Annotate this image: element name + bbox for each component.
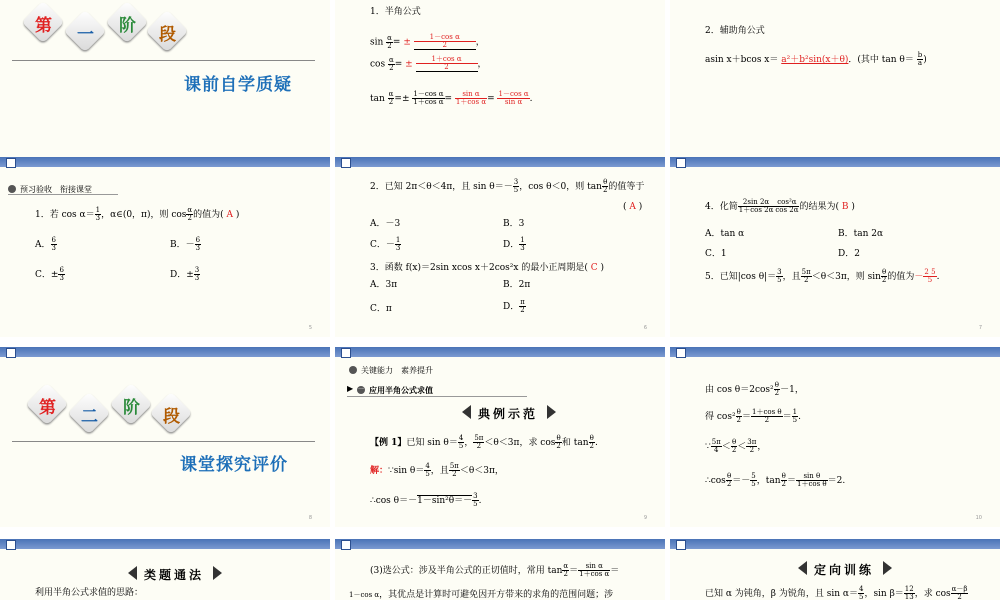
page-number: 10 bbox=[975, 515, 982, 521]
page-number: 8 bbox=[308, 515, 312, 521]
option-b: B．2π bbox=[503, 280, 531, 290]
page-number: 5 bbox=[308, 325, 312, 331]
banner-title: 典例示范 bbox=[478, 407, 539, 421]
question-1: 1．若 cos α＝ $\frac{1}{3}$ ，α∈(0，π)，则 cos $\frac{\alpha}{2}$ 的值为( A ) bbox=[35, 206, 240, 222]
banner-title: 类题通法 bbox=[144, 568, 205, 582]
banner-right-arrow-icon bbox=[213, 566, 222, 580]
cos-half-formula: cos $\frac{\alpha}{2}$ = ± $\frac{\text{1＋cos α}}{2}$ ， bbox=[370, 55, 487, 72]
option-b: B．－ $\frac{6}{3}$ bbox=[170, 236, 201, 252]
question-3: 3．函数 f(x)＝2sin xcos x＋2cos²x 的最小正周期是( C ) bbox=[370, 263, 605, 273]
divider bbox=[12, 441, 315, 442]
slide-9[interactable] bbox=[670, 347, 1000, 527]
stage-char: 段 bbox=[159, 25, 176, 45]
option-a: A．3π bbox=[370, 280, 398, 290]
section-underline bbox=[8, 194, 118, 195]
question-4: 4．化简 $\frac{2\sin 2\alpha}{1+\cos 2\alpha}$ $\frac{\text{cos²α}}{\cos 2\alpha}$ 的结果为( B ) bbox=[705, 198, 855, 214]
tan-half-formula: tan $\frac{\alpha}{2}$ =± $\frac{\text{1－cos α}}{\text{1＋cos α}}$ = $\frac{\text{sin α}}{\text{1＋cos α}}$ = $\frac{\text{1－cos α}}{\text{sin α}}$ . bbox=[370, 90, 533, 106]
stage-subtitle: 课前自学质疑 bbox=[184, 75, 292, 95]
step-2: 得 cos² $\frac{\theta}{2}$ ＝ $\frac{\text{1＋cos θ}}{2}$ ＝ $\frac{1}{5}$ . bbox=[705, 408, 802, 424]
section-title: 预习验收 衔接课堂 bbox=[20, 185, 92, 194]
section-title: 关键能力 素养提升 bbox=[361, 366, 433, 375]
slide-8[interactable] bbox=[335, 347, 665, 527]
slide-top-bar bbox=[335, 539, 665, 549]
sin-half-formula: sin $\frac{\alpha}{2}$ = ± $\frac{\text{1－cos α}}{2}$ ， bbox=[370, 33, 485, 50]
slide-12[interactable] bbox=[670, 539, 1000, 600]
slide-2[interactable] bbox=[335, 0, 665, 180]
slide-top-bar bbox=[0, 539, 330, 549]
slide-top-bar bbox=[0, 157, 330, 167]
stage-char: 二 bbox=[81, 407, 98, 427]
heading: 1．半角公式 bbox=[370, 7, 421, 17]
stage-char: 第 bbox=[35, 16, 52, 36]
topic-title: 应用半角公式求值 bbox=[369, 386, 433, 395]
slide-6[interactable] bbox=[670, 157, 1000, 337]
option-d: D．± $\frac{3}{3}$ bbox=[170, 266, 200, 282]
solution-line-2: ∴cos θ＝－1－sin²θ＝－ $\frac{3}{5}$ . bbox=[370, 492, 482, 508]
method-step-3: (3)选公式：涉及半角公式的正切值时，常用 tan $\frac{\alpha}{2}$ ＝ $\frac{\text{sin α}}{\text{1＋cos α}}$ ＝ bbox=[370, 562, 620, 578]
stage-char: 第 bbox=[39, 398, 56, 418]
option-d: D． $\frac{1}{3}$ bbox=[503, 236, 525, 252]
arrow-icon: ▶ bbox=[347, 384, 354, 393]
example-1: 【例 1】已知 sin θ＝ $\frac{4}{5}$ ， $\frac{5\pi}{2}$ ＜θ＜3π，求 cos $\frac{\theta}{2}$ 和 tan $\frac{\theta}{2}$ . bbox=[370, 434, 598, 450]
option-a: A． $\frac{6}{3}$ bbox=[35, 236, 56, 252]
stage-char: 阶 bbox=[123, 398, 140, 418]
banner-right-arrow-icon bbox=[547, 405, 556, 419]
slide-top-bar bbox=[670, 539, 1000, 549]
topic-number: 一 bbox=[357, 386, 364, 393]
slide-11[interactable] bbox=[335, 539, 665, 600]
option-c: C．1 bbox=[705, 249, 727, 259]
option-b: B．3 bbox=[503, 219, 525, 229]
method-intro: 利用半角公式求值的思路： bbox=[35, 588, 144, 598]
stage-char: 阶 bbox=[119, 16, 136, 36]
slide-top-bar bbox=[0, 347, 330, 357]
stage-char: 段 bbox=[163, 407, 180, 427]
page-number: 7 bbox=[978, 325, 982, 331]
section-bullet-icon bbox=[8, 185, 16, 193]
slide-7[interactable] bbox=[0, 347, 330, 527]
page-number: 6 bbox=[643, 325, 647, 331]
option-c: C．± $\frac{6}{3}$ bbox=[35, 266, 64, 282]
banner-left-arrow-icon bbox=[798, 561, 807, 575]
slide-top-bar bbox=[670, 157, 1000, 167]
banner-title: 定向训练 bbox=[814, 563, 875, 577]
option-c: C．－ $\frac{1}{3}$ bbox=[370, 236, 401, 252]
option-a: A．－3 bbox=[370, 219, 401, 229]
section-bullet-icon bbox=[349, 366, 357, 374]
slide-10[interactable] bbox=[0, 539, 330, 600]
slide-1[interactable] bbox=[0, 0, 330, 180]
slide-top-bar bbox=[670, 347, 1000, 357]
question-5: 5．已知|cos θ|＝ $\frac{3}{5}$ ，且 $\frac{5\pi}{2}$ ＜θ＜3π，则 sin $\frac{\theta}{2}$ 的值为－ $\frac{2 5}{5}$ . bbox=[705, 268, 940, 284]
option-c: C．π bbox=[370, 304, 392, 314]
slide-top-bar bbox=[335, 347, 665, 357]
auxiliary-angle-formula: asin x＋bcos x＝ a²＋b²sin(x＋θ)．(其中 tan θ＝ $\frac{b}{a}$ ) bbox=[705, 51, 927, 67]
step-1: 由 cos θ＝2cos² $\frac{\theta}{2}$ －1， bbox=[705, 381, 804, 397]
topic-underline bbox=[347, 396, 527, 397]
option-d: D． $\frac{\pi}{2}$ bbox=[503, 298, 525, 314]
banner-right-arrow-icon bbox=[883, 561, 892, 575]
option-a: A．tan α bbox=[705, 229, 745, 239]
question-2: 2．已知 2π＜θ＜4π，且 sin θ＝－ $\frac{3}{5}$ ，cos θ＜0，则 tan $\frac{\theta}{2}$ 的值等于 bbox=[370, 178, 645, 194]
divider bbox=[12, 60, 315, 61]
option-d: D．2 bbox=[838, 249, 860, 259]
slide-5[interactable] bbox=[335, 157, 665, 337]
option-b: B．tan 2α bbox=[838, 229, 884, 239]
slide-4[interactable] bbox=[0, 157, 330, 337]
practice-question: 已知 α 为钝角，β 为锐角，且 sin α＝ $\frac{4}{5}$ ，sin β＝ $\frac{12}{13}$ ，求 cos $\frac{\alpha-\beta}{2}$ bbox=[705, 585, 968, 600]
step-4: ∴cos $\frac{\theta}{2}$ ＝－ $\frac{5}{5}$ ，tan $\frac{\theta}{2}$ ＝ $\frac{\text{sin θ}}{\text{1＋cos θ}}$ ＝2. bbox=[705, 472, 846, 488]
solution-line-1: 解：∵sin θ＝ $\frac{4}{5}$ ，且 $\frac{5\pi}{2}$ ＜θ＜3π， bbox=[370, 462, 504, 478]
answer-2: ( A ) bbox=[623, 202, 643, 212]
slide-3[interactable] bbox=[670, 0, 1000, 180]
stage-subtitle: 课堂探究评价 bbox=[180, 455, 288, 475]
method-step-3-cont: 1－cos α，其优点是计算时可避免因开方带来的求角的范围问题；涉 bbox=[349, 590, 614, 600]
stage-char: 一 bbox=[77, 25, 94, 45]
heading: 2．辅助角公式 bbox=[705, 26, 765, 36]
banner-left-arrow-icon bbox=[462, 405, 471, 419]
step-3: ∵ $\frac{5\pi}{4}$ ＜ $\frac{\theta}{2}$ ＜ $\frac{3\pi}{2}$ ， bbox=[705, 438, 767, 454]
page-number: 9 bbox=[643, 515, 647, 521]
banner-left-arrow-icon bbox=[128, 566, 137, 580]
slide-top-bar bbox=[335, 157, 665, 167]
